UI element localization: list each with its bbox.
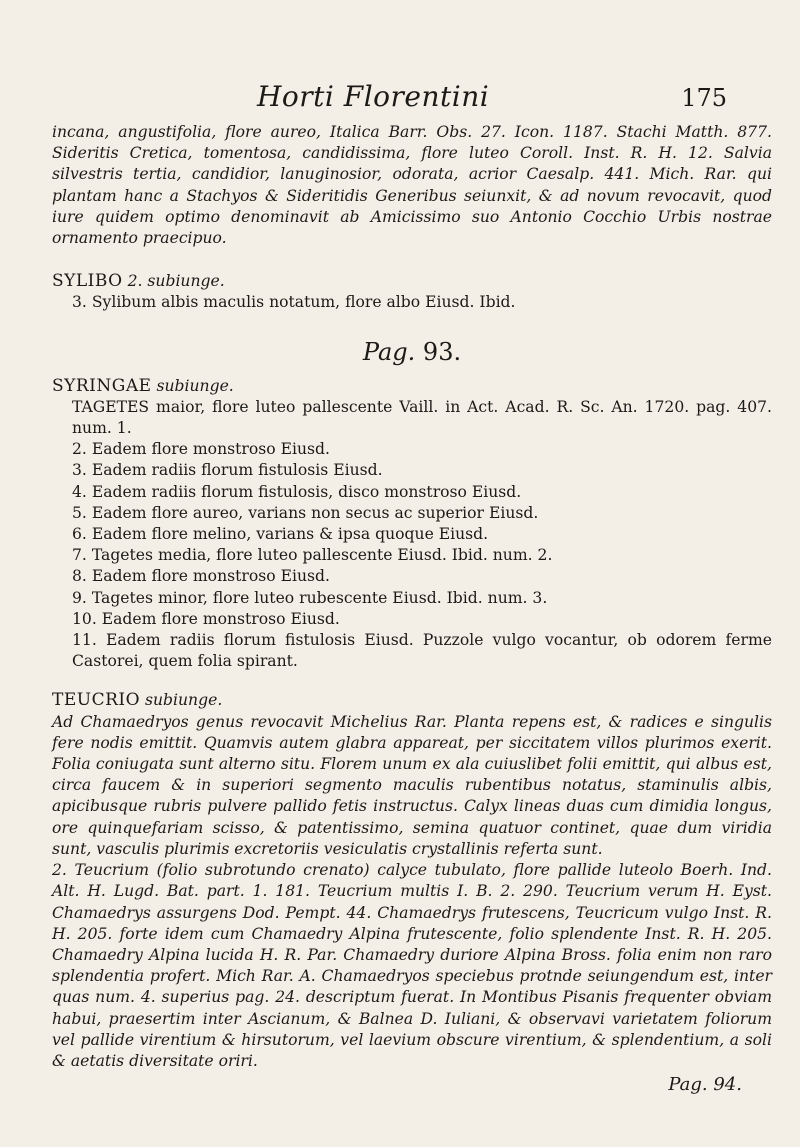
sylibo-head-word: SYLIBO [52,271,123,292]
sylibo-entry: 3. Sylibum albis maculis notatum, flore albo Eiusd. Ibid. [72,293,516,312]
list-item: 10. Eadem flore monstroso Eiusd. [72,609,340,628]
page-number: 175 [681,84,727,112]
continued-paragraph: incana, angustifolia, flore aureo, Italica Barr. Obs. 27. Icon. 1187. Stachi Matth. 877. Sideritis Cretica, tomentosa, candidissima, flore luteo Coroll. Inst. R. H. 12. Salvia silvestris tertia, candidior, lanuginosior, odorata, acrior Caesalp. 441. Mich. Rar. qui plantam hanc a Stachyos & Sideritidis Generibus seiunxit, & ad novum revocavit, quod iure quidem optimo denominavit ab Amicissimo suo Antonio Cocchio Urbis nostrae ornamento praecipuo. [52,123,772,248]
teucrio-paragraph-2: 2. Teucrium (folio subrotundo crenato) calyce tubulato, flore pallide luteolo Boerh. Ind. Alt. H. Lugd. Bat. part. 1. 181. Teucrium multis I. B. 2. 290. Teucrium verum H. Eyst. Chamaedrys assurgens Dod. Pempt. 44. Chamaedrys frutescens, Teucricum vulgo Inst. R. H. 205. forte idem cum Chamaedry Alpina frutescente, folio splendente Inst. R. H. 205. Chamaedry Alpina lucida H. R. Par. Chamaedry duriore Alpina Bross. folia enim non raro splendentia profert. Mich Rar. A. Chamaedryos speciebus protnde seiungendum est, inter quas num. 4. superius pag. 24. descriptum fuerat. In Montibus Pisanis frequenter obviam habui, praesertim inter Ascianum, & Balnea D. Iuliani, & observavi varietatem foliorum vel pallide virentium & hirsutorum, vel laevium obscure virentium, & splendentium, a soli & aetatis diversitate oriri. [52,861,772,1070]
sylibo-heading [52,271,772,292]
catchword: Pag. 94. [668,1074,742,1096]
pag-number: 93. [422,337,462,366]
list-item: 9. Tagetes minor, flore luteo rubescente Eiusd. Ibid. num. 3. [72,588,548,607]
syringa-head-word: SYRINGAE [52,375,152,396]
teucrio-heading [52,690,772,711]
running-title: Horti Florentini [257,80,490,113]
list-item: 7. Tagetes media, flore luteo pallescente Eiusd. Ibid. num. 2. [72,546,553,565]
tagetes-lead: TAGETES maior, flore luteo pallescente Vaill. in Act. Acad. R. Sc. An. 1720. pag. 407. num. 1. [72,397,772,438]
teucrio-paragraph-1: Ad Chamaedryos genus revocavit Michelius Rar. Planta repens est, & radices e singulis fere nodis emittit. Quamvis autem glabra appareat, per siccitatem villos plurimos exerit. Folia coniugata sunt alterno situ. Florem unum ex ala cuiuslibet folii emittit, qui albus est, circa faucem & in superiori segmento maculis rubentibus notatus, staminulis albis, apicibusque rubris pulvere pallido fetis instructus. Calyx lineas duas cum dimidia longus, ore quinquefariam scisso, & patentissimo, semina quatuor continet, quae dum viridia sunt, vasculis plurimis excretoriis vesiculatis crystallinis referta sunt. [52,712,772,858]
book-page [52,70,772,1130]
page-reference-93 [52,338,772,366]
sylibo-head-rest: 2. subiunge. [122,272,225,291]
syringa-heading [52,376,772,397]
pag-word: Pag. [362,337,416,366]
running-head [257,80,727,120]
list-item: 5. Eadem flore aureo, varians non secus ac superior Eiusd. [72,503,539,522]
list-item: 3. Eadem radiis florum fistulosis Eiusd. [72,461,383,480]
teucrio-head-rest: subiunge. [140,691,223,710]
tagetes-last-item: 11. Eadem radiis florum fistulosis Eiusd. Puzzole vulgo vocantur, ob odorem ferme Castorei, quem folia spirant. [72,631,772,671]
list-item: 6. Eadem flore melino, varians & ipsa quoque Eiusd. [72,525,489,544]
text-block [52,122,772,1095]
teucrio-head-word: TEUCRIO [52,690,141,711]
syringa-head-rest: subiunge. [151,376,234,395]
list-item: 4. Eadem radiis florum fistulosis, disco monstroso Eiusd. [72,482,522,501]
list-item: 8. Eadem flore monstroso Eiusd. [72,567,330,586]
list-item: 2. Eadem flore monstroso Eiusd. [72,440,330,459]
